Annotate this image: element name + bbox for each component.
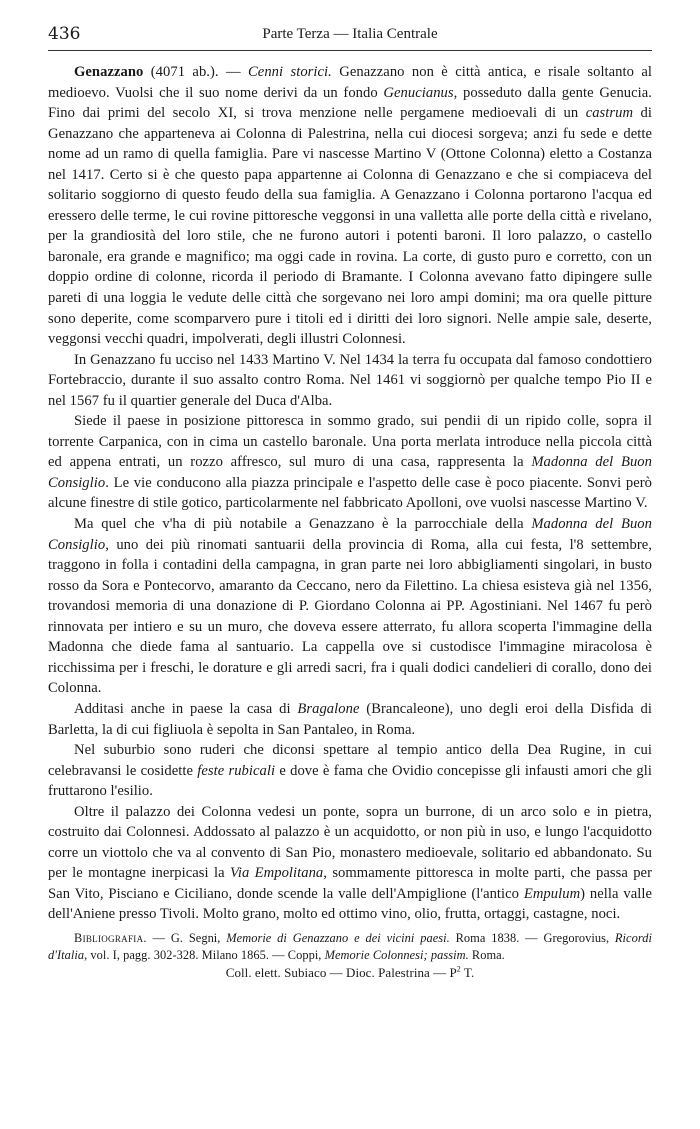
paragraph-position [48, 411, 652, 514]
italic-text: feste rubicali [197, 762, 276, 779]
paragraph-bridge [48, 802, 652, 925]
italic-text: Ricordi d'Italia [48, 930, 652, 962]
text: Oltre il palazzo dei Colonna vedesi un ponte, sopra un burrone, di un arco solo e in pietra, costruito dai Colonnesi. Addossato al palazzo è un acquidotto, or non più in uso, e lungo l'acquidotto corre un viottolo che va al convento di San Pio, monastero medioevale, solitario ed abbandonato. Su per le montagne inerpicasi la [48, 803, 652, 882]
text: (Brancaleone), uno degli eroi della Disfida di Barletta, la di cui figliuola è sepolta in San Pantaleo, in Roma. [48, 700, 652, 738]
italic-text: Madonna del Buon Consiglio [48, 516, 652, 553]
section-title: Cenni storici. [248, 64, 332, 80]
italic-text: castrum [585, 105, 634, 122]
text: ) nella valle dell'Aniene presso Tivoli. Molto grano, molto ed ottimo vino, olio, frutta, ortaggi, castagne, noci. [48, 885, 652, 923]
paragraph-suburb [48, 740, 652, 802]
text: Siede il paese in posizione pittoresca in sommo grado, sui pendii di un ripido colle, sopra il torrente Carpanica, con in cima un castello baronale. Una porta merlata introduce nella piccola città ed appena entrati, un rozzo affresco, sul muro di una casa, rappresenta la [48, 413, 652, 471]
page-header [48, 24, 652, 51]
footer-text: Coll. elett. Subiaco — Dioc. Palestrina — P [225, 964, 457, 980]
italic-text: Via Empolitana [229, 865, 324, 882]
main-text [48, 62, 652, 981]
population: (4071 ab.). [150, 64, 219, 80]
text: di Genazzano che apparteneva ai Colonna di Palestrina, nella cui diocesi sorgeva; anzi fu sede e dette nome ad un ramo di quella famiglia. Pare vi nascesse Martino V (Ottone Colonna) eletto a Costanza nel 1417. Certo si è che questo papa appartenne ai Colonna di Genazzano e che si compiaceva del solitario soggiorno di questo feudo della sua famiglia. A Genazzano i Colonna portarono l'acqua ed eressero delle terme, le cui rovine pittoresche veggonsi in una valletta alle porte della città e rivelano, per la grandiosità del loro stile, che ne furono autori i potenti baroni. Il loro palazzo, o castello baronale, era grande e magnifico; ma oggi cade in rovina. La corte, di gusto puro e corretto, con un doppio ordine di colonne, ricorda il periodo di Bramante. I Colonna avevano fatto dipingere sulle pareti di una loggia le vedute delle città che sorgevano nei loro ampi domini; ma ora quelle pitture sono deperite, come scomparvero pure i titoli ed i diritti dei loro signori. Nelle ampie sale, deserte, veggonsi vecchi quadri, impolverati, degli illustri Colonnesi. [48, 105, 652, 348]
italic-text: Memorie di Genazzano e dei vicini paesi. [226, 930, 450, 945]
text: , sommamente pittoresca in molte parti, che passa per San Vito, Pisciano e Ciciliano, donde scende la valle dell'Ampiglione (l'antico [48, 865, 652, 902]
paragraph-bragalone [48, 699, 652, 740]
italic-text: Madonna del Buon Consiglio [48, 454, 652, 491]
text: , uno dei più rinomati santuarii della provincia di Roma, alla cui festa, l'8 settembre, traggono in folla i contadini della campagna, in gran parte nei loro abbigliamenti singolari, in busto rosso da Sora e Pontecorvo, amaranto da Ceccano, nero da Filettino. La chiesa esisteva già nel 1356, trovandosi memoria di una donazione di P. Giordano Colonna ai PP. Agostiniani. Nel 1467 fu però rinnovata per intiero e su un muro, che doveva essere atterrato, fu allora scoperta l'immagine della Madonna che diede fama al santuario. La cappella ove si custodisce l'immagine miracolosa è ricchissima per i freschi, le dorature e gli arredi sacri, fra i quali dodici candelieri di corallo, dono dei Colonna. [48, 536, 652, 697]
bibliography [48, 930, 652, 964]
text: Genazzano non è città antica, e risale soltanto al medioevo. Vuolsi che il suo nome derivi da un fondo [48, 64, 652, 101]
paragraph-history: In Genazzano fu ucciso nel 1433 Martino V. Nel 1434 la terra fu occupata dal famoso condottiero Fortebraccio, durante il suo assalto contro Roma. Nel 1461 vi soggiornò per qualche tempo Pio II e nel 1567 fu il quartier generale del Duca d'Alba. [48, 351, 652, 409]
text: — G. Segni, [146, 930, 227, 945]
italic-text: Empulum [523, 885, 581, 902]
text: e dove è fama che Ovidio concepisse gli infausti amori che gli fruttarono l'esilio. [48, 762, 652, 800]
running-title: Parte Terza — Italia Centrale [262, 26, 438, 42]
paragraph-intro [48, 62, 652, 350]
text: Ma quel che v'ha di più notabile a Genazzano è la parrocchiale della [74, 516, 532, 533]
place-name: Genazzano [74, 64, 144, 80]
italic-text: Genucianus [383, 84, 454, 101]
paragraph-sanctuary [48, 514, 652, 699]
text: . Le vie conducono alla piazza principale e l'aspetto delle case è poco piacente. Sonvi però alcune finestre di stile gotico, particolarmente nel fabbricato Apolloni, ove vuolsi nascesse Martino V. [48, 474, 652, 512]
text: Roma. [468, 947, 505, 962]
italic-text: Memorie Colonnesi; passim. [324, 947, 469, 962]
text: , vol. I, pagg. 302-328. Milano 1865. — Coppi, [84, 947, 325, 962]
text: Additasi anche in paese la casa di [74, 700, 298, 717]
footer-end: T. [460, 964, 475, 980]
footer-line [48, 964, 652, 981]
footer-superscript: 2 [456, 964, 461, 974]
dash: — [218, 64, 249, 80]
text: , posseduto dalla gente Genucia. Fino dai primi del secolo XI, si trova menzione nelle pergamene medioevali di un [48, 84, 653, 122]
bibliography-label: Bibliografia. [74, 930, 147, 945]
page-number: 436 [48, 24, 81, 44]
text: Roma 1838. — Gregorovius, [449, 930, 615, 945]
text: Nel suburbio sono ruderi che diconsi spettare al tempio antico della Dea Rugine, in cui celebravansi le cosidette [48, 742, 652, 779]
italic-text: Bragalone [297, 700, 360, 717]
